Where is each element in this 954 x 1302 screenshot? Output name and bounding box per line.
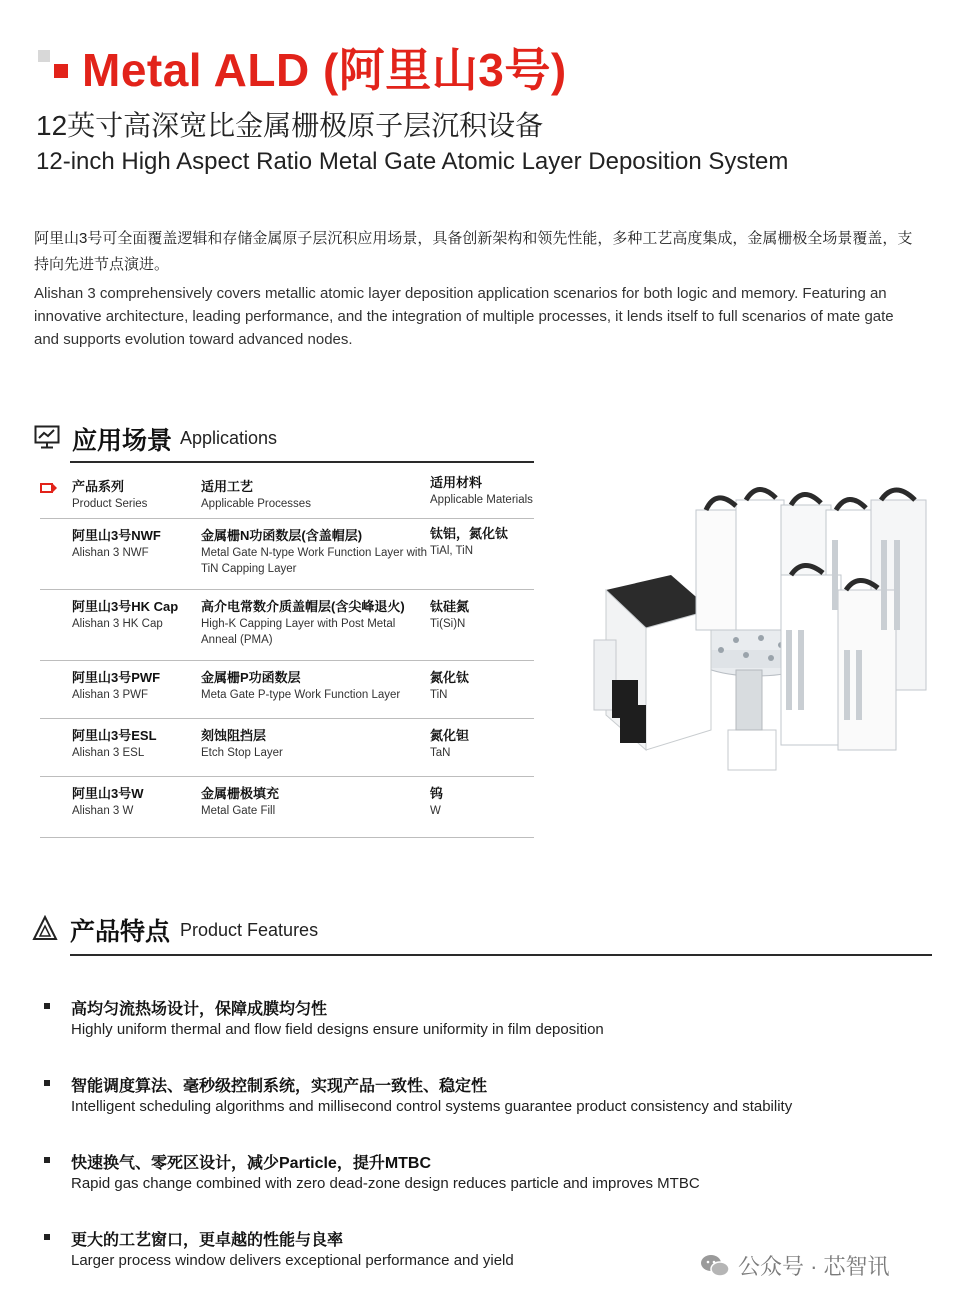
process-en: Metal Gate Fill — [201, 805, 276, 817]
feature-cn: 快速换气、零死区设计，减少Particle，提升MTBC — [71, 1155, 432, 1172]
material-en: TaN — [430, 747, 451, 759]
process-en: Metal Gate N-type Work Function Layer with TiN Capping Layer — [201, 547, 428, 575]
triangle-ruler-icon — [32, 915, 58, 941]
series-cn: 阿里山3号ESL — [72, 728, 157, 743]
feature-en: Larger process window delivers exceptional performance and yield — [71, 1252, 514, 1269]
table-header-row — [40, 470, 534, 519]
table-row — [40, 777, 534, 838]
feature-cn: 高均匀流热场设计，保障成膜均匀性 — [71, 1001, 328, 1018]
watermark-text: 公众号 · 芯智讯 — [738, 1254, 890, 1279]
intro-en: Alishan 3 comprehensively covers metallic atomic layer deposition application scenarios for both logic and memory. Featuring an innovative architecture, leading performance, and the integration of multiple processes, it lends itself to full scenarios of mate gate and supports evolution toward advanced nodes. — [34, 285, 894, 348]
feature-cn: 智能调度算法、毫秒级控制系统，实现产品一致性、稳定性 — [71, 1078, 488, 1095]
process-cn: 金属栅极填充 — [201, 786, 280, 801]
material-en: TiN — [430, 689, 448, 701]
logo-mark — [38, 50, 72, 84]
equipment-illustration — [576, 480, 942, 780]
features-heading-en: Product Features — [180, 920, 319, 940]
process-en: High-K Capping Layer with Post Metal Anneal (PMA) — [201, 618, 396, 646]
material-cn: 氮化钽 — [430, 728, 470, 743]
applications-table — [40, 470, 534, 838]
process-en: Meta Gate P-type Work Function Layer — [201, 689, 401, 701]
intro-cn: 阿里山3号可全面覆盖逻辑和存储金属原子层沉积应用场景，具备创新架构和领先性能，多种工艺高度集成，金属栅极全场景覆盖，支持向先进节点演进。 — [34, 230, 913, 273]
series-cn: 阿里山3号PWF — [72, 670, 161, 685]
column-header-en: Product Series — [72, 498, 148, 510]
series-en: Alishan 3 W — [72, 805, 134, 817]
series-cn: 阿里山3号W — [72, 786, 144, 801]
table-row — [40, 590, 534, 661]
process-cn: 刻蚀阻挡层 — [201, 728, 267, 743]
series-cn: 阿里山3号HK Cap — [72, 599, 179, 614]
column-header-cn: 产品系列 — [72, 479, 125, 494]
material-en: W — [430, 805, 441, 817]
series-en: Alishan 3 PWF — [72, 689, 149, 701]
subtitle-en: 12-inch High Aspect Ratio Metal Gate Atomic Layer Deposition System — [36, 148, 789, 175]
process-cn: 金属栅P功函数层 — [201, 670, 301, 685]
column-header-cn: 适用工艺 — [201, 479, 254, 494]
wechat-icon — [700, 1253, 730, 1279]
applications-rule — [70, 461, 534, 463]
bullet-icon — [44, 1003, 50, 1009]
feature-en: Highly uniform thermal and flow field designs ensure uniformity in film deposition — [71, 1021, 604, 1038]
applications-heading-cn: 应用场景 — [72, 427, 173, 455]
series-en: Alishan 3 HK Cap — [72, 618, 163, 630]
material-en: TiAl, TiN — [430, 545, 474, 557]
table-row — [40, 719, 534, 777]
page-title: Metal ALD (阿里山3号) — [82, 44, 567, 96]
bullet-icon — [44, 1080, 50, 1086]
applications-heading-en: Applications — [180, 428, 278, 448]
material-cn: 钨 — [430, 786, 444, 801]
material-cn: 钛铝，氮化钛 — [430, 526, 509, 541]
material-en: Ti(Si)N — [430, 618, 466, 630]
features-heading-cn: 产品特点 — [70, 918, 171, 946]
chart-icon — [34, 424, 60, 450]
column-header-cn: 适用材料 — [430, 475, 483, 490]
column-header-en: Applicable Processes — [201, 498, 311, 510]
series-en: Alishan 3 ESL — [72, 747, 145, 759]
table-row — [40, 661, 534, 719]
series-cn: 阿里山3号NWF — [72, 528, 161, 543]
table-row — [40, 519, 534, 590]
process-cn: 金属栅N功函数层(含盖帽层) — [201, 528, 363, 543]
arrow-marker-icon — [40, 482, 58, 494]
feature-en: Rapid gas change combined with zero dead-zone design reduces particle and improves MTBC — [71, 1175, 700, 1192]
watermark — [700, 1250, 890, 1281]
process-en: Etch Stop Layer — [201, 747, 283, 759]
feature-cn: 更大的工艺窗口，更卓越的性能与良率 — [71, 1232, 344, 1249]
material-cn: 钛硅氮 — [430, 599, 470, 614]
material-cn: 氮化钛 — [430, 670, 470, 685]
feature-en: Intelligent scheduling algorithms and millisecond control systems guarantee product consistency and stability — [71, 1098, 793, 1115]
series-en: Alishan 3 NWF — [72, 547, 149, 559]
features-rule — [70, 954, 932, 956]
bullet-icon — [44, 1157, 50, 1163]
column-header-en: Applicable Materials — [430, 494, 533, 506]
bullet-icon — [44, 1234, 50, 1240]
subtitle-cn: 12英寸高深宽比金属栅极原子层沉积设备 — [36, 110, 544, 141]
process-cn: 高介电常数介质盖帽层(含尖峰退火) — [201, 599, 405, 614]
